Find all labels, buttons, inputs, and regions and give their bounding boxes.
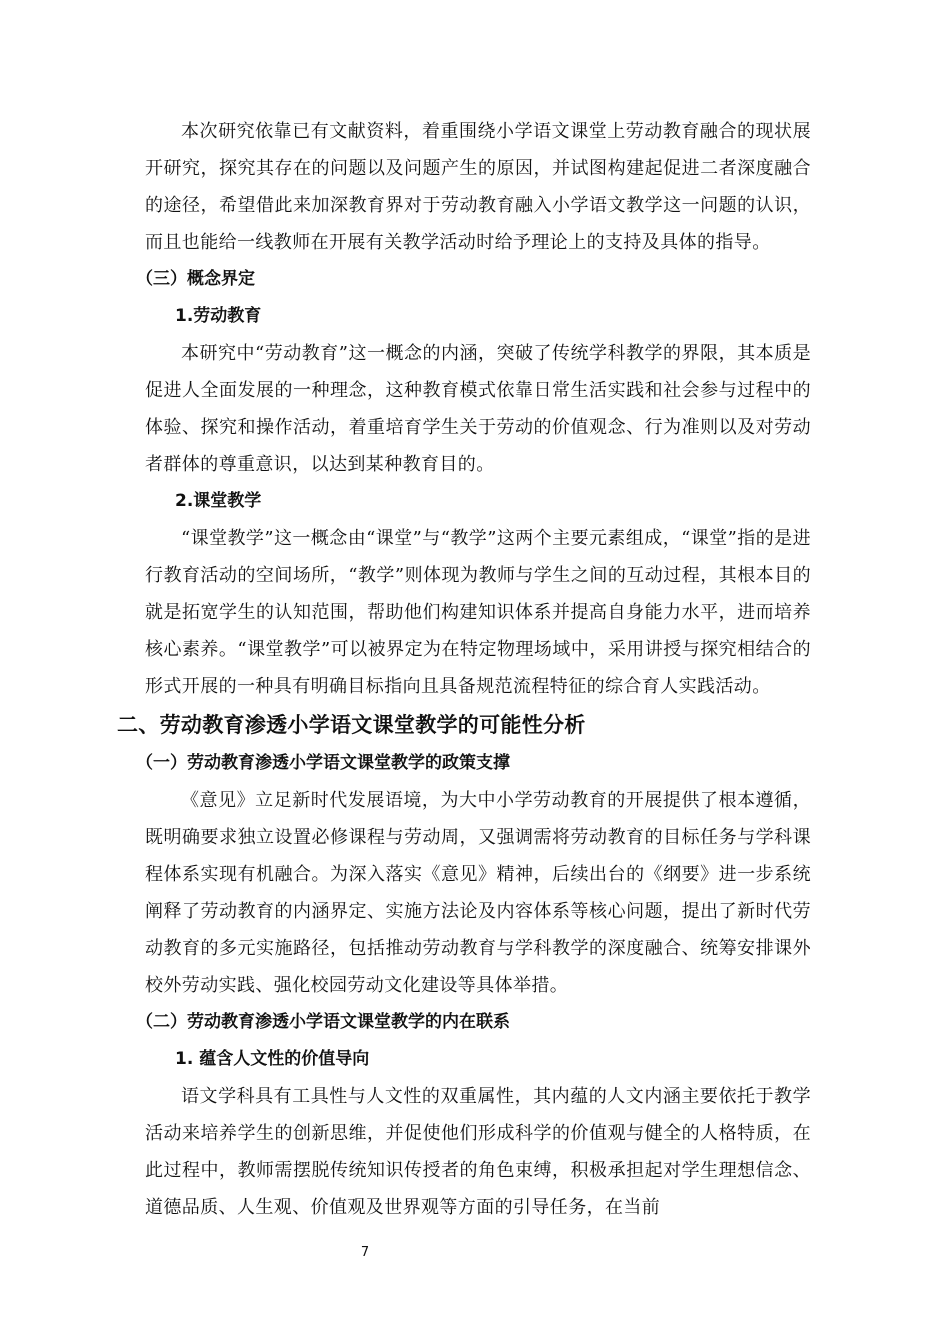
heading-humanistic: 1. 蕴含人文性的价值导向 xyxy=(175,1049,370,1069)
heading-concept-definition: （三）概念界定 xyxy=(136,269,255,289)
policy-support-paragraph: 《意见》立足新时代发展语境，为大中小学劳动教育的开展提供了根本遵循，既明确要求独立设置必修课程与劳动周，又强调需将劳动教育的目标任务与学科课程体系实现有机融合。为深入落实《意见》精神，后续出台的《纲要》进一步系统阐释了劳动教育的内涵界定、实施方法论及内容体系等核心问题，提出了新时代劳动教育的多元实施路径，包括推动劳动教育与学科教学的深度融合、统筹安排课外校外劳动实践、强化校园劳动文化建设等具体举措。 xyxy=(145,790,811,996)
classroom-teaching-paragraph: “课堂教学”这一概念由“课堂”与“教学”这两个主要元素组成，“课堂”指的是进行教育活动的空间场所，“教学”则体现为教师与学生之间的互动过程，其根本目的就是拓宽学生的认知范围，帮助他们构建知识体系并提高自身能力水平，进而培养核心素养。“课堂教学”可以被界定为在特定物理场域中，采用讲授与探究相结合的形式开展的一种具有明确目标指向且具备规范流程特征的综合育人实践活动。 xyxy=(145,528,811,697)
page-number: 7 xyxy=(360,1245,370,1260)
heading-internal-link: （二）劳动教育渗透小学语文课堂教学的内在联系 xyxy=(136,1012,510,1032)
heading-classroom-teaching: 2.课堂教学 xyxy=(175,491,262,511)
page-content xyxy=(117,113,811,1226)
heading-labor-education: 1.劳动教育 xyxy=(175,306,262,326)
labor-education-paragraph: 本研究中“劳动教育”这一概念的内涵，突破了传统学科教学的界限，其本质是促进人全面发展的一种理念，这种教育模式依靠日常生活实践和社会参与过程中的体验、探究和操作活动，着重培育学生关于劳动的价值观念、行为准则以及对劳动者群体的尊重意识，以达到某种教育目的。 xyxy=(145,343,811,475)
heading-policy-support: （一）劳动教育渗透小学语文课堂教学的政策支撑 xyxy=(136,753,510,773)
intro-paragraph: 本次研究依靠已有文献资料，着重围绕小学语文课堂上劳动教育融合的现状展开研究，探究其存在的问题以及问题产生的原因，并试图构建起促进二者深度融合的途径，希望借此来加深教育界对于劳动教育融入小学语文教学这一问题的认识，而且也能给一线教师在开展有关教学活动时给予理论上的支持及具体的指导。 xyxy=(145,121,811,253)
heading-section-two: 二、劳动教育渗透小学语文课堂教学的可能性分析 xyxy=(117,713,586,737)
humanistic-paragraph: 语文学科具有工具性与人文性的双重属性，其内蕴的人文内涵主要依托于教学活动来培养学生的创新思维，并促使他们形成科学的价值观与健全的人格特质，在此过程中，教师需摆脱传统知识传授者的角色束缚，积极承担起对学生理想信念、道德品质、人生观、价值观及世界观等方面的引导任务，在当前 xyxy=(145,1086,811,1218)
